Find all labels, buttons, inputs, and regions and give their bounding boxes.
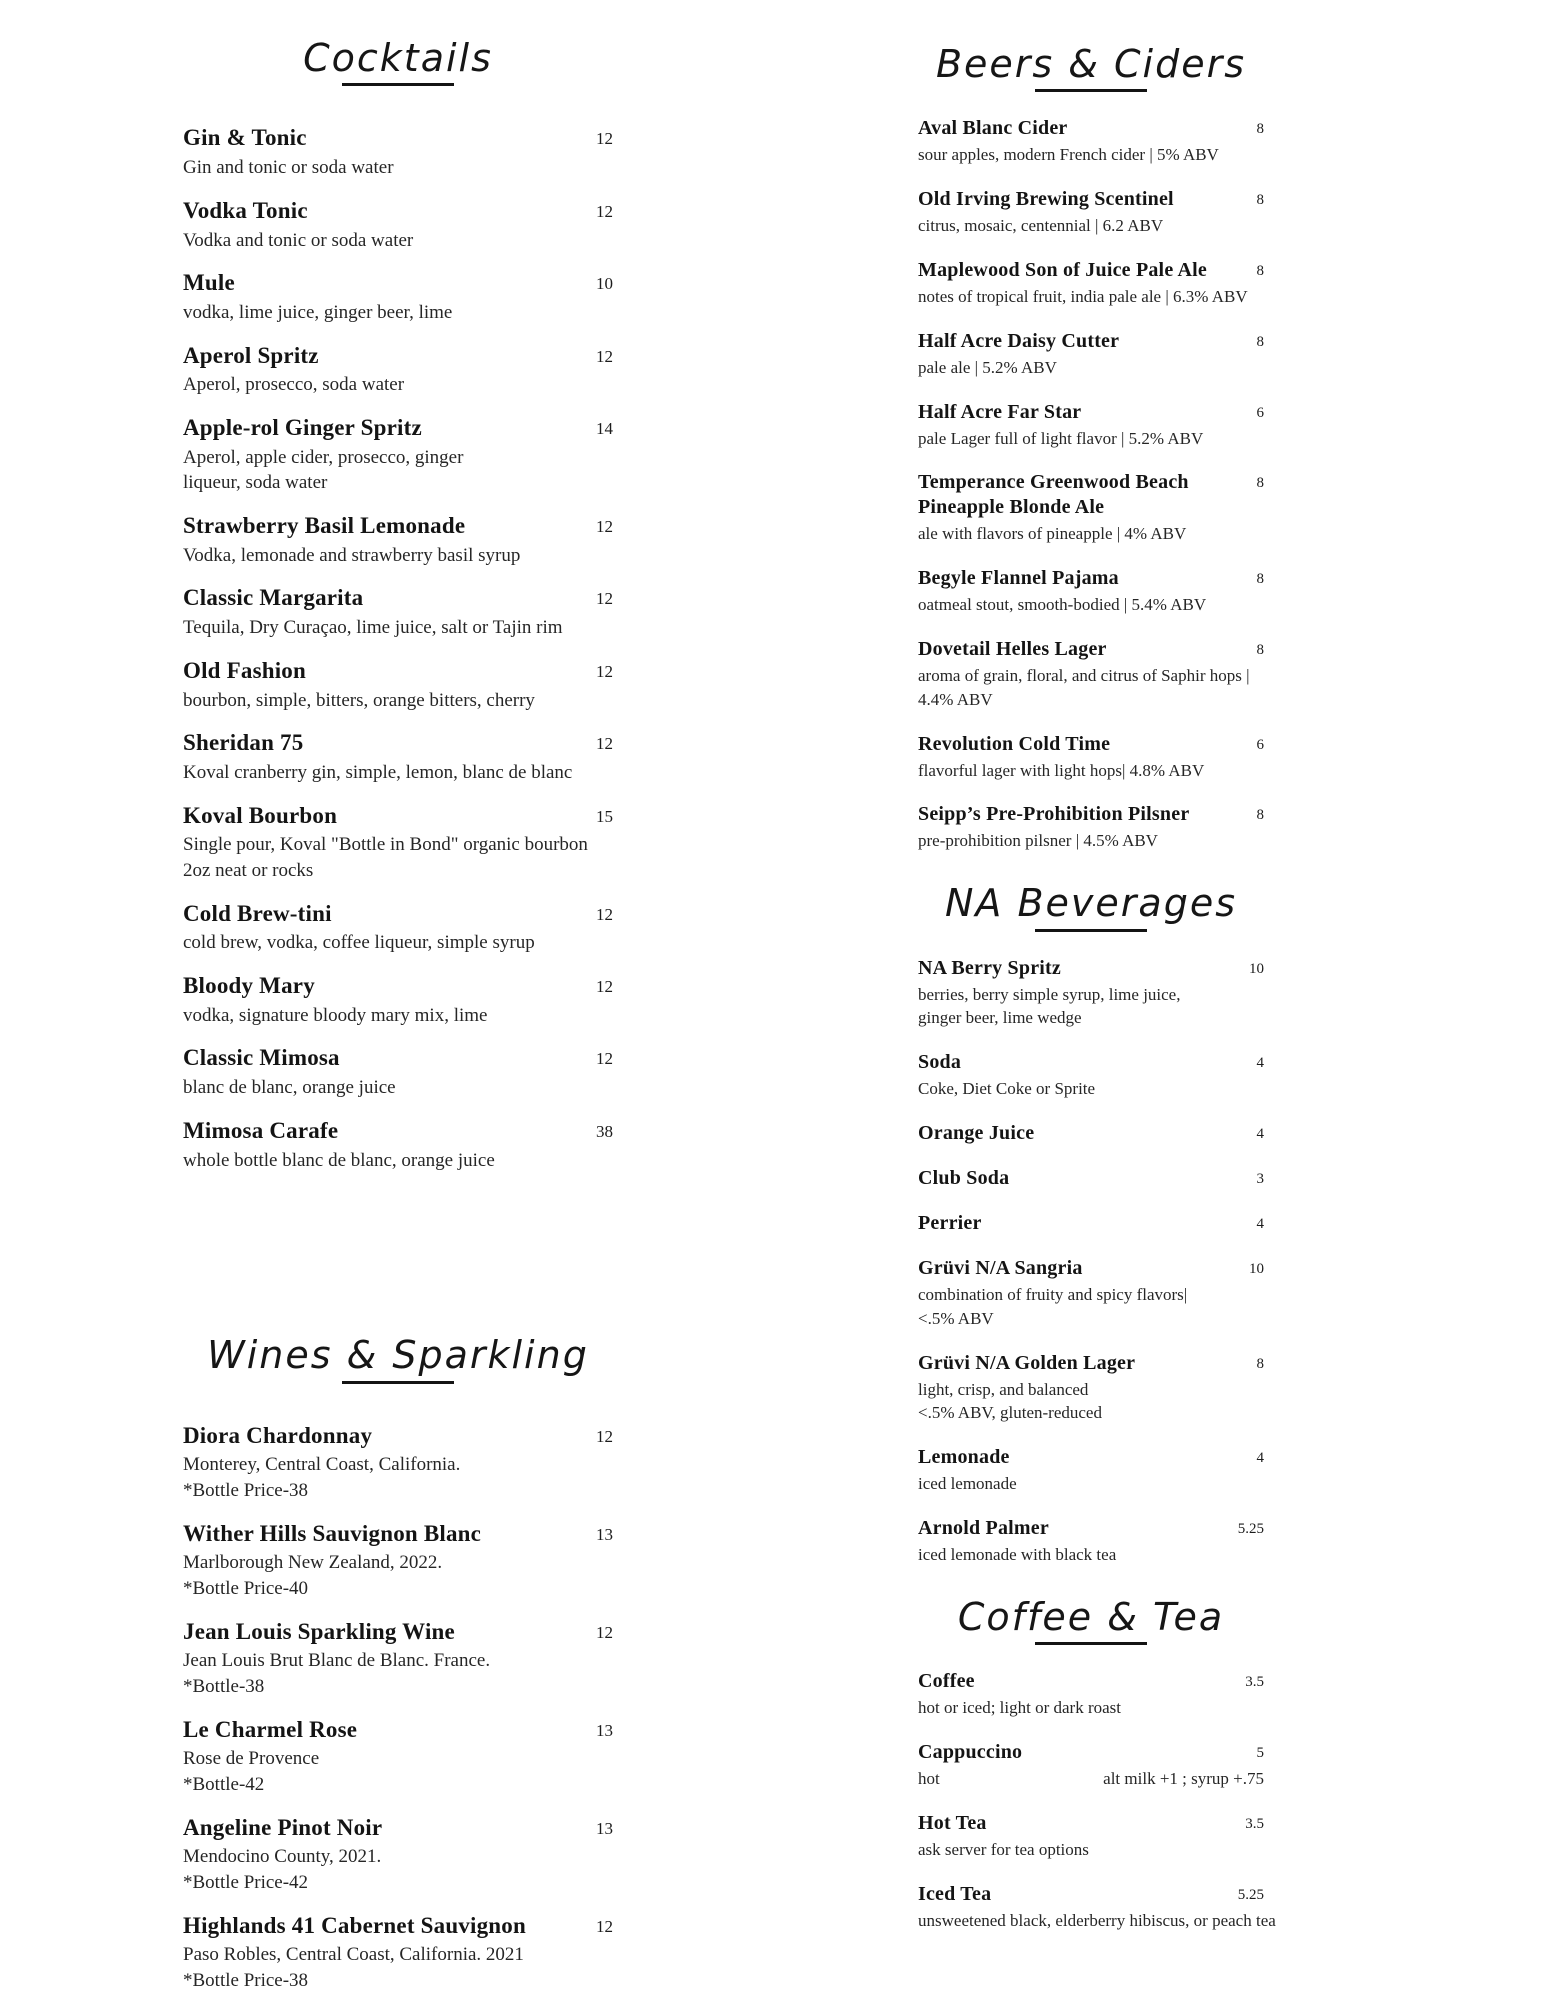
menu-item-header-row [183, 414, 613, 443]
item-price: 8 [1256, 333, 1264, 350]
item-description-line: light, crisp, and balanced [918, 1379, 1089, 1399]
item-name: Bloody Mary [183, 972, 315, 998]
item-description-line: *Bottle Price-38 [183, 1479, 309, 1501]
item-description [918, 1543, 1264, 1567]
item-description [183, 930, 613, 956]
item-description-line: Coke, Diet Coke or Sprite [918, 1079, 1096, 1099]
item-description-line: iced lemonade with black tea [918, 1544, 1117, 1564]
menu-item-header-row [918, 1121, 1264, 1146]
section-header [918, 1593, 1264, 1645]
item-price: 38 [596, 1121, 613, 1141]
item-description [918, 1838, 1264, 1862]
item-description [183, 1844, 613, 1895]
menu-item-header-row [918, 1445, 1264, 1470]
item-description-line: <.5% ABV [918, 1308, 994, 1328]
menu-item-header-row [183, 1618, 613, 1647]
item-description [918, 983, 1264, 1031]
item-price: 13 [596, 1524, 613, 1544]
item-price: 8 [1256, 1355, 1264, 1372]
item-description-line: ginger beer, lime wedge [918, 1008, 1082, 1028]
item-name: Soda [918, 1051, 962, 1074]
item-price: 8 [1256, 121, 1264, 138]
item-description-line: *Bottle Price-40 [183, 1577, 309, 1599]
item-name: Jean Louis Sparkling Wine [183, 1618, 455, 1644]
menu-item [918, 637, 1264, 712]
item-description-line: blanc de blanc, orange juice [183, 1077, 396, 1099]
item-name: Strawberry Basil Lemonade [183, 512, 466, 538]
menu-item-header-row [918, 400, 1264, 425]
item-price: 12 [596, 129, 613, 149]
item-description-line: unsweetened black, elderberry hibiscus, or peach tea [918, 1910, 1276, 1930]
item-description [183, 1075, 613, 1101]
item-description-line: citrus, mosaic, centennial | 6.2 ABV [918, 216, 1164, 236]
menu-item [183, 584, 613, 640]
item-price: 13 [596, 1720, 613, 1740]
item-description-line: Vodka, lemonade and strawberry basil syrup [183, 544, 521, 566]
menu-item-header-row [918, 329, 1264, 354]
item-name: Lemonade [918, 1446, 1010, 1469]
item-description-line: liqueur, soda water [183, 472, 328, 494]
item-name: Classic Margarita [183, 585, 364, 611]
item-description [918, 1909, 1276, 1933]
item-description-line: *Bottle Price-42 [183, 1872, 309, 1894]
item-description-line: Koval cranberry gin, simple, lemon, blanc de blanc [183, 761, 573, 783]
item-name: Aperol Spritz [183, 342, 319, 368]
menu-item-header-row [918, 802, 1264, 827]
menu-item-header-row [918, 956, 1264, 981]
item-name: Diora Chardonnay [183, 1422, 373, 1448]
item-name: Aval Blanc Cider [918, 117, 1068, 140]
menu-item [183, 657, 613, 713]
menu-item-header-row [183, 197, 613, 226]
item-description-line: whole bottle blanc de blanc, orange juice [183, 1149, 495, 1171]
item-price: 8 [1256, 192, 1264, 209]
menu-item-header-row [918, 637, 1264, 662]
menu-item [918, 802, 1264, 853]
item-name: Temperance Greenwood Beach Pineapple Blonde Ale [918, 471, 1189, 519]
item-description-line: berries, berry simple syrup, lime juice, [918, 984, 1181, 1004]
section-header [183, 34, 613, 86]
item-name: Revolution Cold Time [918, 732, 1111, 755]
item-description [183, 832, 613, 883]
item-name: Sheridan 75 [183, 730, 304, 756]
item-description-line: iced lemonade [918, 1474, 1017, 1494]
menu-item-header-row [918, 1050, 1264, 1075]
item-name: Club Soda [918, 1166, 1010, 1189]
item-description-line: Rose de Provence [183, 1748, 320, 1770]
menu-item [183, 1814, 613, 1896]
menu-item-header-row [918, 1882, 1264, 1907]
menu-section-beers-ciders [918, 40, 1264, 853]
menu-item [918, 1445, 1264, 1496]
item-description [918, 214, 1264, 238]
menu-item [918, 566, 1264, 617]
item-description-line: Aperol, prosecco, soda water [183, 374, 405, 396]
item-description-line: ale with flavors of pineapple | 4% ABV [918, 524, 1187, 544]
item-description-line: flavorful lager with light hops| 4.8% ABV [918, 760, 1205, 780]
menu-item [183, 342, 613, 398]
item-name: Mimosa Carafe [183, 1117, 339, 1143]
item-price: 10 [1249, 1260, 1264, 1277]
item-description-line: vodka, signature bloody mary mix, lime [183, 1004, 488, 1026]
item-description-line [918, 1767, 1264, 1791]
item-price: 4 [1256, 1055, 1264, 1072]
item-description [918, 522, 1264, 546]
menu-item [918, 1256, 1264, 1331]
item-description-line: oatmeal stout, smooth-bodied | 5.4% ABV [918, 595, 1207, 615]
item-description-line: pre-prohibition pilsner | 4.5% ABV [918, 831, 1158, 851]
item-price: 12 [596, 1426, 613, 1446]
menu-item [918, 1050, 1264, 1101]
item-name: Seipp’s Pre-Prohibition Pilsner [918, 803, 1190, 826]
menu-item [918, 116, 1264, 167]
item-description [918, 143, 1264, 167]
item-name: Wither Hills Sauvignon Blanc [183, 1520, 482, 1546]
menu-item-header-row [918, 566, 1264, 591]
menu-item [918, 1351, 1264, 1426]
item-description [918, 759, 1264, 783]
menu-item-header-row [183, 1814, 613, 1843]
item-description [918, 1378, 1264, 1426]
item-price: 8 [1256, 807, 1264, 824]
item-description [918, 1472, 1264, 1496]
section-title-underline-decoration [1035, 929, 1147, 932]
menu-item-header-row [183, 1912, 613, 1941]
item-description-line: ask server for tea options [918, 1839, 1089, 1859]
section-title: Coffee & Tea [957, 1594, 1225, 1639]
menu-section-cocktails [183, 34, 613, 1173]
item-name: NA Berry Spritz [918, 956, 1061, 979]
menu-item [918, 1121, 1264, 1146]
item-price: 5.25 [1237, 1520, 1264, 1537]
section-title: Cocktails [303, 36, 493, 80]
item-description [183, 1452, 613, 1503]
menu-item [918, 470, 1264, 546]
item-name: Coffee [918, 1670, 975, 1693]
item-price: 4 [1256, 1450, 1264, 1467]
item-name: Old Fashion [183, 657, 306, 683]
menu-item [918, 329, 1264, 380]
menu-item [183, 1520, 613, 1602]
item-description [918, 1767, 1264, 1791]
item-price: 4 [1256, 1125, 1264, 1142]
section-title-underline-decoration [342, 1381, 454, 1384]
item-description [183, 1148, 613, 1174]
menu-item-header-row [918, 1740, 1264, 1765]
section-title: Beers & Ciders [935, 42, 1247, 86]
menu-item-header-row [918, 1516, 1264, 1541]
item-price: 14 [596, 418, 613, 438]
item-description [918, 427, 1264, 451]
menu-item-header-row [183, 972, 613, 1001]
item-name: Dovetail Helles Lager [918, 637, 1107, 660]
item-name: Classic Mimosa [183, 1045, 340, 1071]
item-name: Cold Brew-tini [183, 900, 332, 926]
item-price: 10 [596, 274, 613, 294]
menu-item-header-row [183, 342, 613, 371]
item-description-line: 2oz neat or rocks [183, 859, 314, 881]
menu-item-header-row [183, 729, 613, 758]
menu-item-header-row [183, 269, 613, 298]
item-description [918, 1696, 1264, 1720]
menu-item-header-row [918, 1811, 1264, 1836]
item-price: 3 [1256, 1170, 1264, 1187]
menu-item [183, 197, 613, 253]
item-price: 8 [1256, 571, 1264, 588]
item-name: Angeline Pinot Noir [183, 1814, 383, 1840]
item-name: Mule [183, 270, 235, 296]
menu-item [918, 187, 1264, 238]
item-name: Old Irving Brewing Scentinel [918, 188, 1174, 211]
item-name: Grüvi N/A Golden Lager [918, 1351, 1136, 1374]
item-description [183, 300, 613, 326]
item-description-line: Gin and tonic or soda water [183, 157, 394, 179]
menu-item-header-row [918, 732, 1264, 757]
menu-item-header-row [183, 1520, 613, 1549]
menu-item-header-row [183, 657, 613, 686]
item-description-line: bourbon, simple, bitters, orange bitters, cherry [183, 689, 535, 711]
menu-item [183, 1422, 613, 1504]
item-description-line: Monterey, Central Coast, California. [183, 1454, 461, 1476]
menu-item-header-row [918, 187, 1264, 212]
item-description-line: 4.4% ABV [918, 689, 993, 709]
item-description [183, 1746, 613, 1797]
item-name: Gin & Tonic [183, 125, 307, 151]
menu-item [183, 1618, 613, 1700]
menu-item [918, 956, 1264, 1031]
item-name: Cappuccino [918, 1740, 1023, 1763]
item-description-line: cold brew, vodka, coffee liqueur, simple syrup [183, 932, 535, 954]
menu-item-header-row [183, 124, 613, 153]
menu-item-header-row [918, 116, 1264, 141]
item-description [183, 1550, 613, 1601]
section-title: Wines & Sparkling [207, 1333, 589, 1378]
item-description-line: *Bottle-38 [183, 1675, 265, 1697]
menu-item [183, 1044, 613, 1100]
item-description-line: Marlborough New Zealand, 2022. [183, 1552, 443, 1574]
menu-item-header-row [918, 1351, 1264, 1376]
menu-item [183, 729, 613, 785]
item-description-line: vodka, lime juice, ginger beer, lime [183, 301, 453, 323]
menu-item [183, 124, 613, 180]
item-description-line: Aperol, apple cider, prosecco, ginger [183, 446, 464, 468]
menu-item [918, 1669, 1264, 1720]
menu-item [183, 1716, 613, 1798]
menu-item-header-row [918, 470, 1264, 520]
section-items [918, 116, 1264, 853]
item-name: Maplewood Son of Juice Pale Ale [918, 258, 1207, 281]
item-price: 12 [596, 201, 613, 221]
item-price: 12 [596, 516, 613, 536]
menu-item-header-row [183, 1117, 613, 1146]
section-title: NA Beverages [944, 881, 1238, 926]
item-price: 8 [1256, 641, 1264, 658]
item-description-line: pale ale | 5.2% ABV [918, 357, 1057, 377]
section-title-underline-decoration [342, 83, 454, 86]
item-price: 8 [1256, 475, 1264, 492]
item-price: 12 [596, 1916, 613, 1936]
menu-item-header-row [918, 1211, 1264, 1236]
item-description-line: pale Lager full of light flavor | 5.2% ABV [918, 428, 1204, 448]
menu-item [183, 1912, 613, 1994]
item-name: Grüvi N/A Sangria [918, 1256, 1083, 1279]
menu-item [183, 269, 613, 325]
menu-item [918, 1740, 1264, 1791]
section-title-underline-decoration [1035, 89, 1147, 92]
item-price: 6 [1256, 404, 1264, 421]
item-description [183, 445, 613, 496]
menu-item-header-row [918, 258, 1264, 283]
menu-item [918, 1516, 1264, 1567]
item-name: Half Acre Far Star [918, 400, 1082, 423]
item-description [918, 285, 1264, 309]
menu-item [183, 972, 613, 1028]
item-description [918, 1283, 1264, 1331]
item-name: Apple-rol Ginger Spritz [183, 414, 422, 440]
item-price: 5.25 [1237, 1886, 1264, 1903]
menu-item [918, 1882, 1276, 1933]
item-description-line: Mendocino County, 2021. [183, 1846, 382, 1868]
item-name: Koval Bourbon [183, 802, 338, 828]
item-name: Arnold Palmer [918, 1516, 1049, 1539]
item-description-line: Jean Louis Brut Blanc de Blanc. France. [183, 1650, 491, 1672]
item-price: 3.5 [1245, 1815, 1264, 1832]
menu-item [918, 1211, 1264, 1236]
item-price: 8 [1256, 262, 1264, 279]
item-price: 12 [596, 661, 613, 681]
menu-column-right [918, 0, 1276, 1952]
menu-section-wines-sparkling [183, 1331, 613, 1994]
item-description-line: Paso Robles, Central Coast, California. 2021 [183, 1944, 524, 1966]
item-name: Perrier [918, 1211, 982, 1234]
menu-item [918, 1811, 1264, 1862]
menu-item-header-row [918, 1166, 1264, 1191]
menu-item [918, 732, 1264, 783]
menu-item-header-row [183, 802, 613, 831]
section-header [918, 879, 1264, 931]
item-description-line: hot or iced; light or dark roast [918, 1698, 1122, 1718]
item-description [183, 760, 613, 786]
item-description [183, 1003, 613, 1029]
menu-item-header-row [183, 584, 613, 613]
item-description-line: Single pour, Koval "Bottle in Bond" organic bourbon [183, 834, 588, 856]
item-description-line: notes of tropical fruit, india pale ale | 6.3% ABV [918, 286, 1248, 306]
item-description [183, 1648, 613, 1699]
menu-item-header-row [183, 512, 613, 541]
menu-item [183, 802, 613, 884]
menu-item [183, 900, 613, 956]
item-price: 10 [1249, 960, 1264, 977]
item-description-line: sour apples, modern French cider | 5% ABV [918, 145, 1219, 165]
item-price: 12 [596, 1049, 613, 1069]
item-name: Begyle Flannel Pajama [918, 567, 1119, 590]
section-header [183, 1331, 613, 1383]
item-description [918, 829, 1264, 853]
item-description [183, 615, 613, 641]
section-items [918, 956, 1264, 1567]
menu-column-left [183, 0, 613, 2000]
item-price: 12 [596, 589, 613, 609]
item-description [918, 664, 1264, 712]
item-description [183, 688, 613, 714]
item-name: Iced Tea [918, 1882, 992, 1905]
menu-section-coffee-tea [918, 1593, 1276, 1933]
menu-item-header-row [183, 900, 613, 929]
menu-item [183, 1117, 613, 1173]
item-price: 12 [596, 734, 613, 754]
item-description [183, 372, 613, 398]
item-price: 3.5 [1245, 1674, 1264, 1691]
item-description-line: *Bottle Price-38 [183, 1970, 309, 1992]
menu-item [918, 258, 1264, 309]
item-description [918, 1077, 1264, 1101]
item-description [183, 543, 613, 569]
section-items [183, 1422, 613, 1994]
item-name: Orange Juice [918, 1121, 1035, 1144]
section-items [918, 1669, 1276, 1932]
section-items [183, 124, 613, 1173]
item-price: 13 [596, 1818, 613, 1838]
item-name: Le Charmel Rose [183, 1716, 358, 1742]
item-description [918, 593, 1264, 617]
menu-item-header-row [183, 1044, 613, 1073]
menu-item [183, 414, 613, 496]
item-description [183, 1942, 613, 1993]
item-name: Highlands 41 Cabernet Sauvignon [183, 1912, 526, 1938]
item-description-text: hot [918, 1768, 940, 1788]
item-name: Half Acre Daisy Cutter [918, 329, 1120, 352]
item-description-line: *Bottle-42 [183, 1774, 265, 1796]
menu-item-header-row [183, 1422, 613, 1451]
item-description-line: aroma of grain, floral, and citrus of Saphir hops | [918, 665, 1250, 685]
section-title-underline-decoration [1035, 1642, 1147, 1645]
item-price: 12 [596, 904, 613, 924]
menu-item [183, 512, 613, 568]
item-description-line: Tequila, Dry Curaçao, lime juice, salt or Tajin rim [183, 617, 563, 639]
item-price: 12 [596, 346, 613, 366]
menu-item [918, 400, 1264, 451]
menu-item-header-row [918, 1256, 1264, 1281]
item-price: 12 [596, 976, 613, 996]
item-name: Hot Tea [918, 1811, 987, 1834]
menu-section-na-beverages [918, 879, 1264, 1567]
menu-item [918, 1166, 1264, 1191]
item-description [918, 356, 1264, 380]
item-name: Vodka Tonic [183, 197, 308, 223]
item-price: 12 [596, 1622, 613, 1642]
item-price: 6 [1256, 736, 1264, 753]
menu-item-header-row [918, 1669, 1264, 1694]
item-description [183, 228, 613, 254]
item-description [183, 155, 613, 181]
section-header [918, 40, 1264, 92]
item-price: 15 [596, 806, 613, 826]
item-description-addon-note: alt milk +1 ; syrup +.75 [1103, 1768, 1264, 1788]
item-description-line: combination of fruity and spicy flavors| [918, 1284, 1188, 1304]
item-description-line: Vodka and tonic or soda water [183, 229, 414, 251]
item-price: 5 [1256, 1744, 1264, 1761]
item-description-line: <.5% ABV, gluten-reduced [918, 1403, 1102, 1423]
item-price: 4 [1256, 1215, 1264, 1232]
menu-item-header-row [183, 1716, 613, 1745]
